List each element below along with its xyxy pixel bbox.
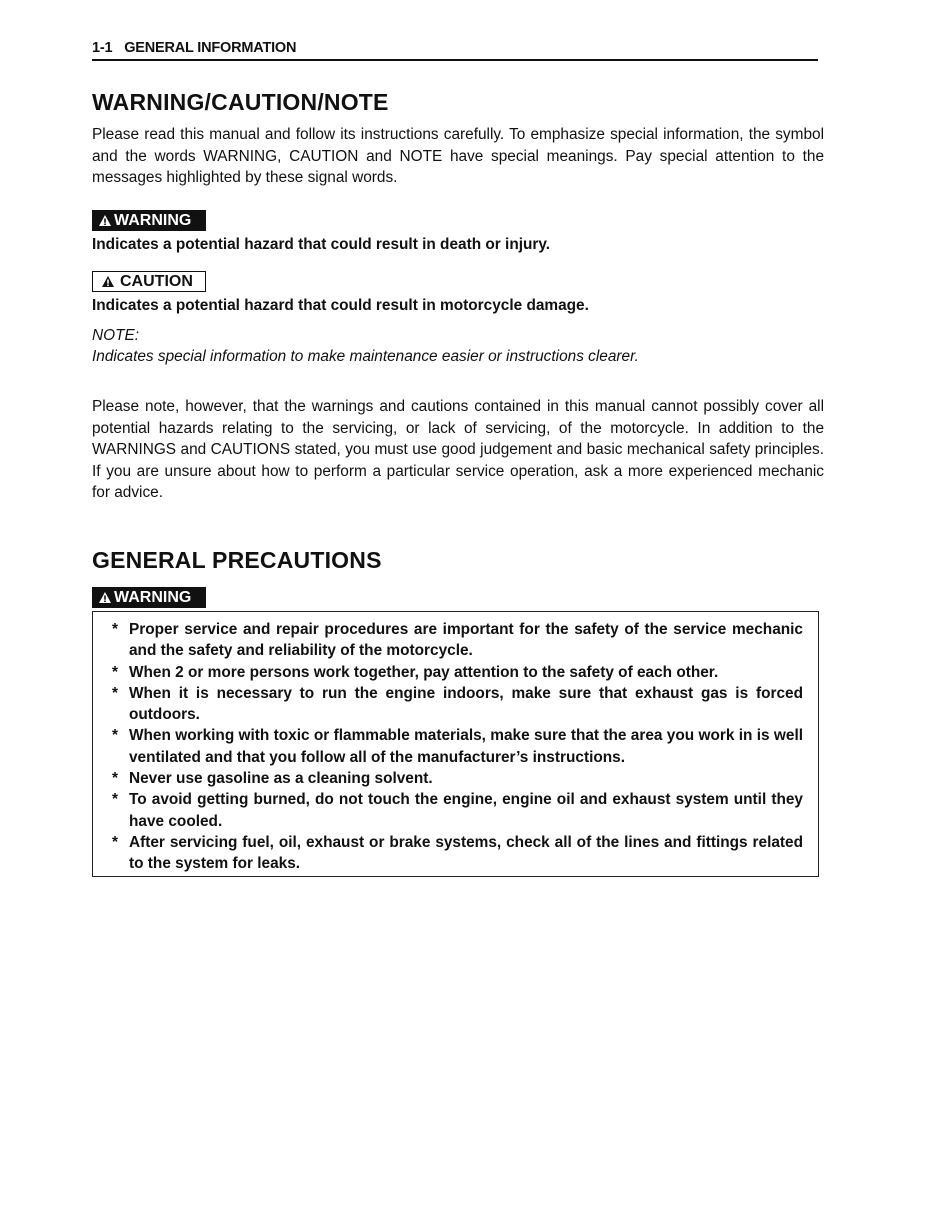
caution-description: Indicates a potential hazard that could result in motorcycle damage. <box>92 297 589 314</box>
warning-triangle-icon <box>98 214 112 227</box>
precautions-box <box>92 611 819 877</box>
closing-paragraph: Please note, however, that the warnings and cautions contained in this manual cannot possibly cover all potential hazards relating to the servicing, or lack of servicing, of the motorcycle. In addition to the WARNINGS and CAUTIONS stated, you must use good judgement and basic mechanical safety principles. If you are unsure about how to perform a particular service operation, ask a more experienced mechanic for advice. <box>92 398 824 501</box>
list-item: * When 2 or more persons work together, pay attention to the safety of each other. <box>109 662 803 683</box>
bullet: * <box>112 684 118 702</box>
note-description: Indicates special information to make maintenance easier or instructions clearer. <box>92 348 639 365</box>
warning-description: Indicates a potential hazard that could result in death or injury. <box>92 236 551 253</box>
bullet: * <box>112 770 118 788</box>
caution-triangle-icon <box>101 275 115 288</box>
page-header <box>92 40 818 61</box>
intro-paragraph: Please read this manual and follow its instructions carefully. To emphasize special information, the symbol and the words WARNING, CAUTION and NOTE have special meanings. Pay special attention to the messages highlighted by these signal words. <box>92 126 824 186</box>
warning-badge <box>92 210 206 231</box>
bullet: * <box>112 833 118 851</box>
list-item: * When it is necessary to run the engine indoors, make sure that exhaust gas is forced outdoors. <box>112 684 803 724</box>
list-item: * To avoid getting burned, do not touch the engine, engine oil and exhaust system until they have cooled. <box>112 791 803 830</box>
note-label: NOTE: <box>92 327 140 344</box>
list-item: * After servicing fuel, oil, exhaust or brake systems, check all of the lines and fittings related to the system for leaks. <box>112 833 803 873</box>
warning-label: WARNING <box>114 589 192 606</box>
bullet: * <box>112 621 118 638</box>
warning-triangle-icon <box>98 591 112 604</box>
section-name: GENERAL INFORMATION <box>124 40 297 56</box>
precautions-list <box>109 619 803 875</box>
caution-label: CAUTION <box>120 273 193 290</box>
page-number: 1-1 <box>92 40 113 56</box>
list-item: * Proper service and repair procedures are important for the safety of the service mechanic and the safety and reliability of the motorcycle. <box>112 621 803 660</box>
bullet: * <box>112 727 118 745</box>
section-title-warning-caution-note: WARNING/CAUTION/NOTE <box>92 89 389 115</box>
section-title-general-precautions: GENERAL PRECAUTIONS <box>92 547 382 573</box>
precautions-warning-badge <box>92 587 206 608</box>
caution-badge <box>92 271 206 292</box>
warning-label: WARNING <box>114 212 192 229</box>
list-item: * When working with toxic or flammable materials, make sure that the area you work in is well ventilated and that you follow all of the manufacturer’s instructions. <box>112 727 803 766</box>
list-item: * Never use gasoline as a cleaning solvent. <box>109 768 803 789</box>
bullet: * <box>112 663 118 681</box>
bullet: * <box>112 791 118 809</box>
